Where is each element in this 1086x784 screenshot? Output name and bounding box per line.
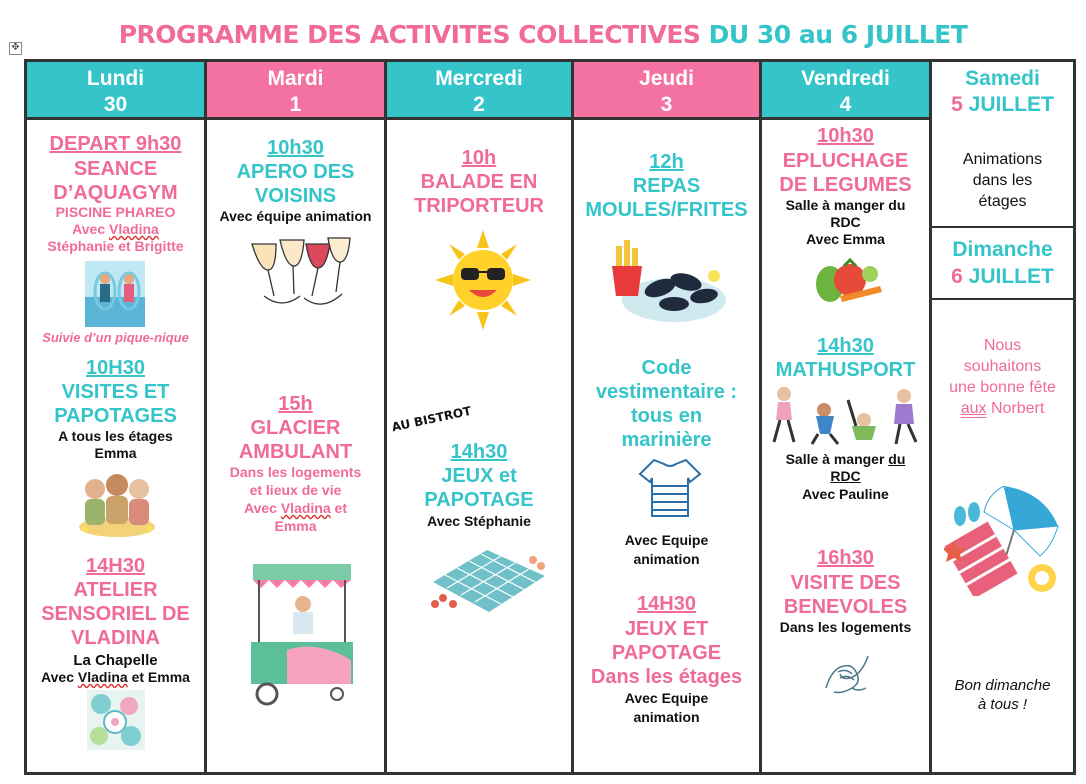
event-title: VOISINS (254, 185, 337, 207)
mussels-fries-image (608, 226, 728, 326)
event-title: PAPOTAGES (54, 405, 177, 427)
move-handle-icon[interactable]: ✥ (9, 42, 22, 55)
event-title: VLADINA (71, 627, 160, 649)
ice-cream-cart-image (247, 560, 357, 710)
page-title (0, 20, 1086, 49)
event-title: MOULES/FRITES (585, 199, 748, 221)
event-title: PAPOTAGE (611, 642, 722, 664)
event-detail: Avec équipe animation (219, 208, 372, 224)
event-title: SEANCE (73, 158, 158, 180)
day-number: 2 (473, 93, 485, 116)
event-time: 14h30 (817, 335, 874, 357)
day-number: 3 (660, 93, 673, 116)
beach-image (944, 486, 1064, 596)
event-title: DE LEGUMES (779, 174, 912, 196)
column-mardi (207, 62, 387, 772)
event-time: 14h30 (450, 441, 508, 463)
event-detail: Avec Pauline (802, 486, 889, 502)
event-detail: et lieux de vie (249, 482, 342, 498)
event-title: MATHUSPORT (775, 359, 916, 381)
aquagym-image (85, 261, 145, 327)
day-number: 30 (103, 93, 128, 116)
column-lundi (27, 62, 207, 772)
checkers-board-image (425, 546, 547, 616)
event-time: 14H30 (637, 593, 696, 615)
event-title: D’AQUAGYM (53, 182, 178, 204)
event-detail: Dans les logements (779, 619, 912, 635)
mathusport-image (768, 380, 926, 446)
event-title: GLACIER (250, 417, 341, 439)
day-name: Jeudi (639, 67, 694, 90)
event-time: 15h (278, 393, 313, 415)
event-detail: Emma (274, 518, 317, 534)
header-mardi (207, 62, 384, 120)
divider (932, 298, 1073, 300)
title-part2: DU 30 au 6 JUILLET (708, 20, 968, 49)
event-detail: Avec Equipe (624, 690, 709, 706)
event-detail: Avec Vladina et (244, 500, 347, 516)
event-with: Stéphanie et Brigitte (47, 238, 184, 254)
event-time: 10h30 (267, 137, 324, 159)
wish-text: aux Norbert (960, 400, 1045, 417)
event-title: VISITES ET (61, 381, 170, 403)
wish-text: une bonne fête (949, 379, 1056, 396)
event-time: 12h (649, 151, 684, 173)
event-title: SENSORIEL DE (41, 603, 190, 625)
day-name: Samedi (965, 67, 1040, 90)
event-detail: animation (633, 709, 700, 725)
event-title: BALADE EN (420, 171, 538, 193)
event-detail: La Chapelle (73, 652, 158, 669)
weekend-text: Animations (962, 151, 1043, 168)
event-title: marinière (621, 429, 712, 451)
day-name: Vendredi (801, 67, 890, 90)
event-title: JEUX ET (624, 618, 709, 640)
event-place: PISCINE PHAREO (55, 204, 176, 220)
event-title: AMBULANT (238, 441, 353, 463)
header-vendredi (762, 62, 929, 120)
day-number: 5 JUILLET (951, 93, 1054, 116)
event-detail: Emma (94, 445, 137, 461)
schedule-table (24, 59, 1076, 775)
event-title: VISITE DES (790, 572, 901, 594)
event-detail: Dans les logements (229, 464, 362, 480)
event-title: JEUX et (441, 465, 517, 487)
weekend-text: étages (978, 193, 1027, 210)
header-jeudi (574, 62, 759, 120)
event-time: 10h (461, 147, 497, 169)
event-title: BENEVOLES (783, 596, 908, 618)
mariniere-shirt-image (638, 458, 702, 518)
weekend-text: dans les (972, 172, 1033, 189)
seniors-image (77, 467, 157, 537)
event-time: 14H30 (86, 555, 145, 577)
title-part1: PROGRAMME DES ACTIVITES COLLECTIVES (118, 20, 701, 49)
day-number: 1 (289, 93, 302, 116)
event-time: 16h30 (817, 547, 874, 569)
event-time: 10H30 (86, 357, 145, 379)
event-detail: animation (633, 551, 700, 567)
bistrot-stamp: AU BISTROT (390, 403, 473, 435)
day-name: Lundi (86, 67, 145, 90)
vegetables-image (810, 252, 886, 308)
day-number: 6 JUILLET (951, 265, 1054, 288)
event-detail: Avec Vladina et Emma (41, 669, 190, 685)
event-title: ATELIER (73, 579, 158, 601)
event-detail: RDC (830, 468, 861, 484)
event-detail: A tous les étages (58, 428, 173, 444)
event-title: Dans les étages (590, 666, 743, 688)
event-title: EPLUCHAGE (782, 150, 909, 172)
header-mercredi (387, 62, 571, 120)
wish-text: souhaitons (963, 358, 1042, 375)
event-title: vestimentaire : (595, 381, 738, 403)
day-name: Mercredi (435, 67, 523, 90)
day-number: 4 (839, 93, 852, 116)
event-detail: Avec Stéphanie (427, 513, 531, 529)
day-name: Mardi (267, 67, 324, 90)
event-detail: RDC (830, 214, 861, 230)
event-detail: Salle à manger du (785, 451, 906, 467)
event-time: DEPART 9h30 (49, 133, 182, 155)
event-title: REPAS (632, 175, 701, 197)
column-jeudi (574, 62, 762, 772)
column-vendredi (762, 62, 932, 772)
header-lundi (27, 62, 204, 120)
sensory-pattern-image (87, 690, 145, 750)
event-time: 10h30 (817, 125, 874, 147)
event-title: APERO DES (236, 161, 355, 183)
day-name: Dimanche (952, 238, 1053, 261)
divider (932, 226, 1073, 228)
wish-text: Nous (983, 337, 1022, 354)
goodbye-text: à tous ! (977, 696, 1028, 713)
event-detail: Avec Emma (806, 231, 885, 247)
goodbye-text: Bon dimanche (954, 677, 1051, 694)
wine-glasses-image (242, 234, 352, 314)
event-detail: Avec Equipe (624, 532, 709, 548)
event-title: Code (641, 357, 692, 379)
event-note: Suivie d’un pique-nique (42, 330, 189, 345)
event-title: TRIPORTEUR (414, 195, 544, 217)
column-weekend (932, 62, 1073, 772)
event-title: PAPOTAGE (424, 489, 534, 511)
holding-hands-image (822, 648, 872, 696)
sun-image (435, 230, 531, 330)
event-title: tous en (630, 405, 703, 427)
column-mercredi (387, 62, 574, 772)
event-with: Avec Vladina (72, 221, 159, 237)
event-detail: Salle à manger du (785, 197, 906, 213)
